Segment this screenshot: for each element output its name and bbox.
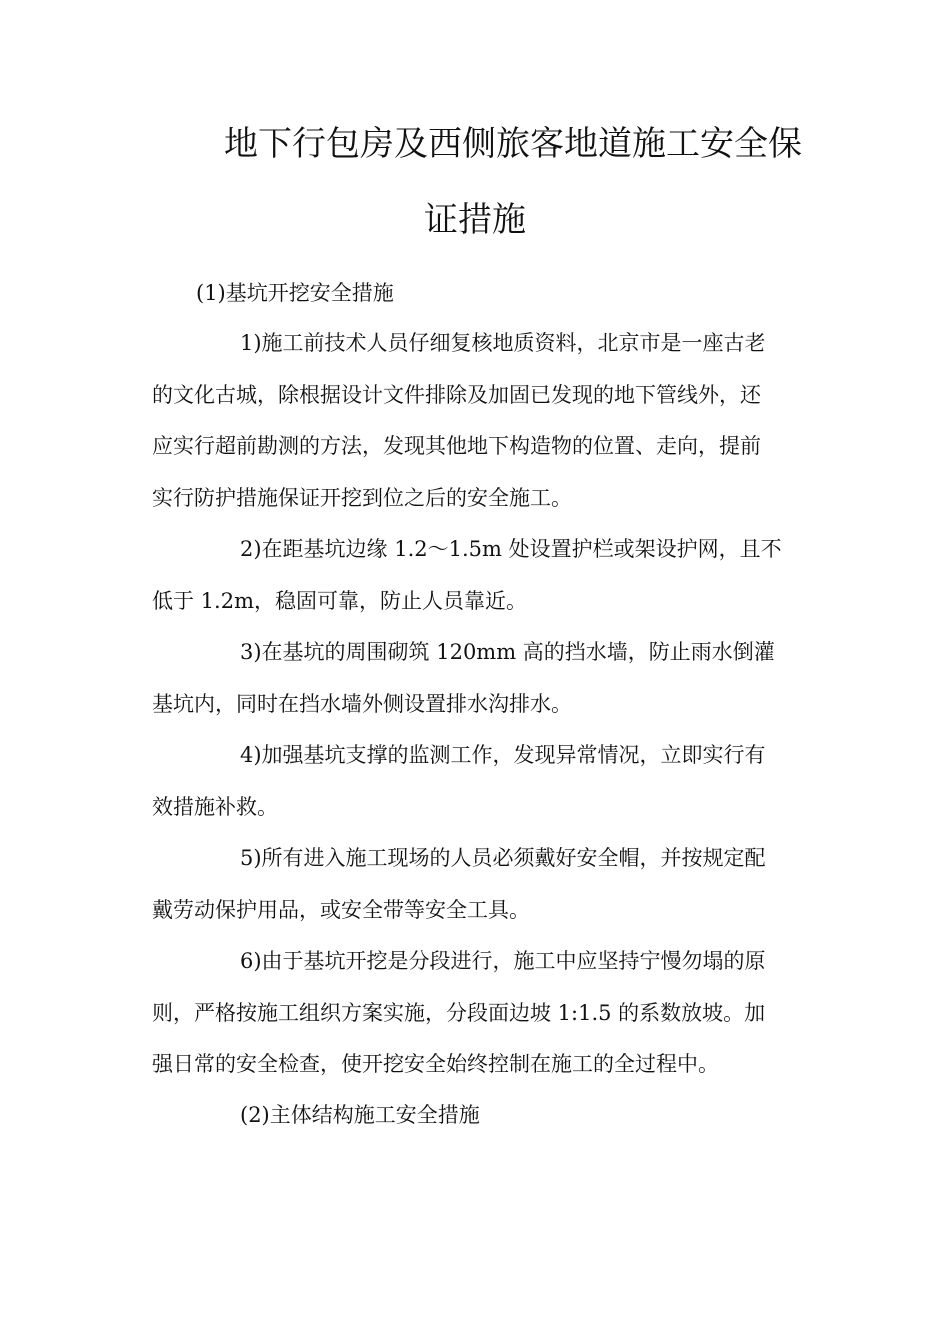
text-line: 3)在基坑的周围砌筑 120mm 高的挡水墙，防止雨水倒灌: [240, 640, 775, 664]
text-line: 基坑内，同时在挡水墙外侧设置排水沟排水。: [152, 692, 572, 716]
text-line: 效措施补救。: [152, 795, 278, 819]
text-line: 低于 1.2m，稳固可靠，防止人员靠近。: [152, 589, 527, 613]
text-line: 的文化古城，除根据设计文件排除及加固已发现的地下管线外，还: [152, 383, 761, 407]
text-line: 实行防护措施保证开挖到位之后的安全施工。: [152, 486, 572, 510]
text-line: 应实行超前勘测的方法，发现其他地下构造物的位置、走向，提前: [152, 434, 761, 458]
text-line: 4)加强基坑支撑的监测工作，发现异常情况，立即实行有: [240, 743, 766, 767]
text-line: 则，严格按施工组织方案实施，分段面边坡 1:1.5 的系数放坡。加: [152, 1001, 766, 1025]
text-line: 戴劳动保护用品，或安全带等安全工具。: [152, 898, 530, 922]
text-line: 6)由于基坑开挖是分段进行，施工中应坚持宁慢勿塌的原: [240, 949, 766, 973]
text-line: 1)施工前技术人员仔细复核地质资料，北京市是一座古老: [240, 331, 766, 355]
text-line: 2)在距基坑边缘 1.2～1.5m 处设置护栏或架设护网，且不: [240, 537, 782, 561]
text-line: 强日常的安全检查，使开挖安全始终控制在施工的全过程中。: [152, 1052, 719, 1076]
document-title-line-2: 证措施: [424, 200, 526, 240]
section-heading-1: (1)基坑开挖安全措施: [196, 281, 394, 305]
document-title-line-1: 地下行包房及西侧旅客地道施工安全保: [224, 124, 802, 164]
section-heading-2: (2)主体结构施工安全措施: [240, 1103, 480, 1127]
text-line: 5)所有进入施工现场的人员必须戴好安全帽，并按规定配: [240, 846, 766, 870]
